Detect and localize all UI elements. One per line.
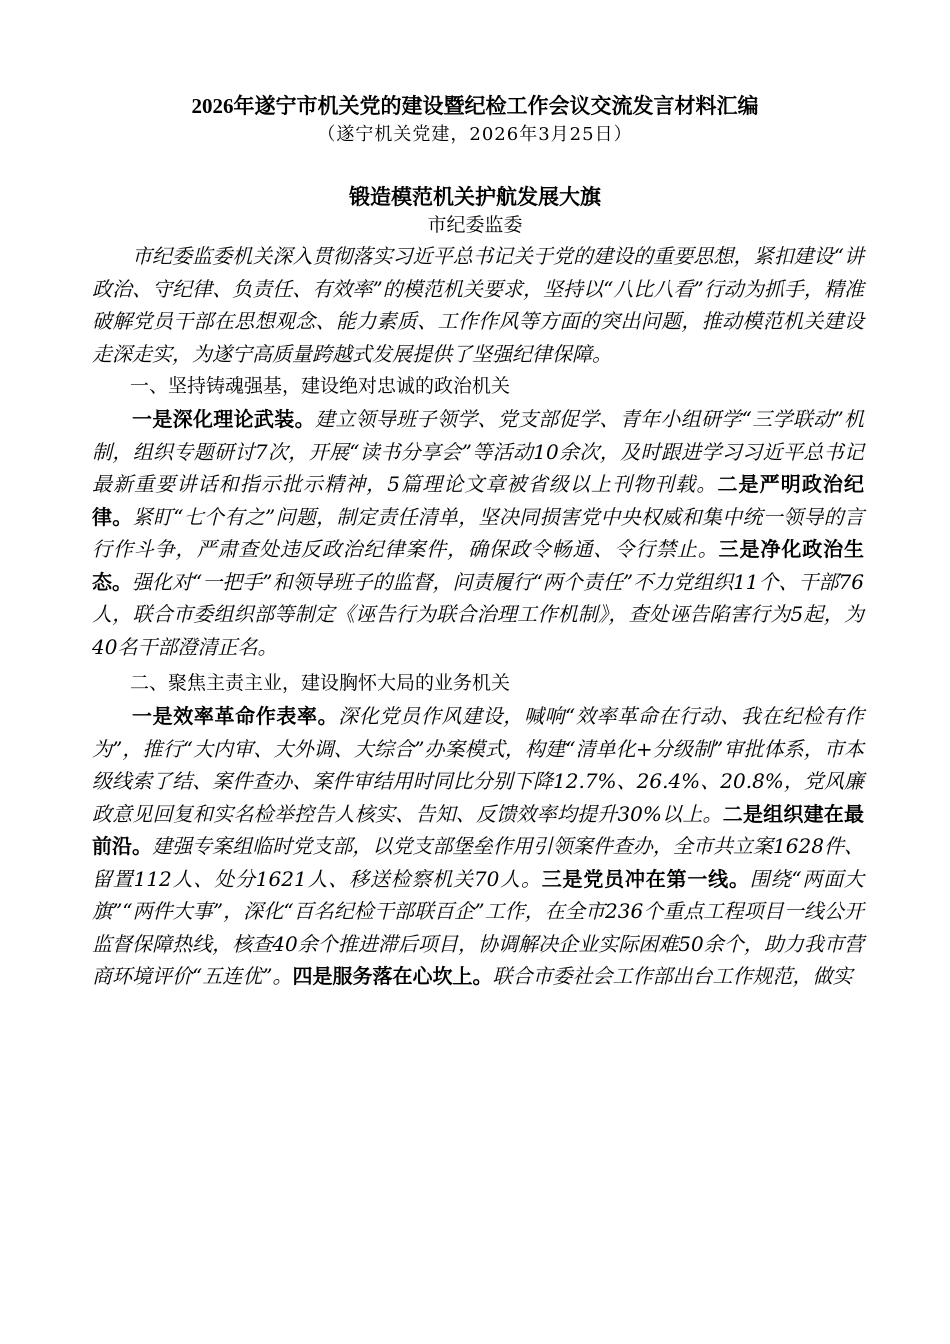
- section-1-text-1: 建立领导班子领学、党支部促学、青年小组研学“三学联动”机制，组织专题研讨7次，开展“读书分享会”等活动10余次，及时跟进学习习近平总书记最新重要讲话和指示批示精神，5篇理论文章被省级以上刊物刊载。: [92, 407, 864, 496]
- section-1-lead-3: 三是净化政治生态。: [92, 537, 865, 594]
- section-1-lead-1: 一是深化理论武装。: [132, 407, 315, 431]
- section-1-heading: 一、坚持铸魂强基，建设绝对忠诚的政治机关: [130, 375, 511, 397]
- section-2-text-2: 建强专案组临时党支部，以党支部堡垒作用引领案件查办，全市共立案1628件、留置112人、处分1621人、移送检察机关70人。: [92, 834, 864, 891]
- section-2-heading: 二、聚焦主责主业，建设胸怀大局的业务机关: [130, 672, 511, 694]
- author: 市纪委监委: [427, 214, 523, 236]
- section-2-text-4: 联合市委社会工作部出台工作规范，做实: [492, 964, 853, 988]
- section-1-paragraph: [92, 403, 864, 663]
- article-title: 锻造模范机关护航发展大旗: [349, 184, 601, 209]
- intro-paragraph: 市纪委监委机关深入贯彻落实习近平总书记关于党的建设的重要思想，紧扣建设“讲政治、守纪律、负责任、有效率”的模范机关要求，坚持以“八比八看”行动为抓手，精准破解党员干部在思想观念、能力素质、工作作风等方面的突出问题，推动模范机关建设走深走实，为遂宁高质量跨越式发展提供了坚强纪律保障。: [92, 244, 864, 366]
- section-1-text-2: 紧盯“七个有之”问题，制定责任清单，坚决同损害党中央权威和集中统一领导的言行作斗争，严肃查处违反政治纪律案件，确保政令畅通、令行禁止。: [92, 504, 864, 561]
- section-2-paragraph: [92, 700, 864, 993]
- section-1-lead-2: 二是严明政治纪律。: [92, 472, 864, 529]
- section-2-lead-3: 三是党员冲在第一线。: [541, 866, 750, 891]
- source-line: （遂宁机关党建，2026年3月25日）: [317, 124, 633, 145]
- section-2-text-1: 深化党员作风建设，喊响“效率革命在行动、我在纪检有作为”，推行“大内审、大外调、大综合”办案模式，构建“清单化+分级制”审批体系，市本级线索了结、案件查办、案件审结用时同比分别下降12.7%、26.4%、20.8%，党风廉政意见回复和实名检举控告人核实、告知、反馈效率均提升30%以上。: [92, 704, 864, 826]
- section-2-text-3: 围绕“两面大旗”“两件大事”，深化“百名纪检干部联百企”工作，在全市236个重点工程项目一线公开监督保障热线，核查40余个推进滞后项目，协调解决企业实际困难50余个，助力我市营商环境评价“五连优”。: [92, 866, 864, 988]
- section-2-lead-2: 二是组织建在最前沿。: [92, 801, 865, 858]
- article-body: [92, 240, 864, 993]
- section-2-lead-4: 四是服务落在心坎上。: [292, 964, 493, 988]
- section-2-lead-1: 一是效率革命作表率。: [132, 704, 339, 728]
- section-1-text-3: 强化对“一把手”和领导班子的监督，问责履行“两个责任”不力党组织11个、干部76人，联合市委组织部等制定《诬告行为联合治理工作机制》，查处诬告陷害行为5起，为40名干部澄清正名。: [92, 569, 865, 659]
- main-title: 2026年遂宁市机关党的建设暨纪检工作会议交流发言材料汇编: [191, 94, 759, 118]
